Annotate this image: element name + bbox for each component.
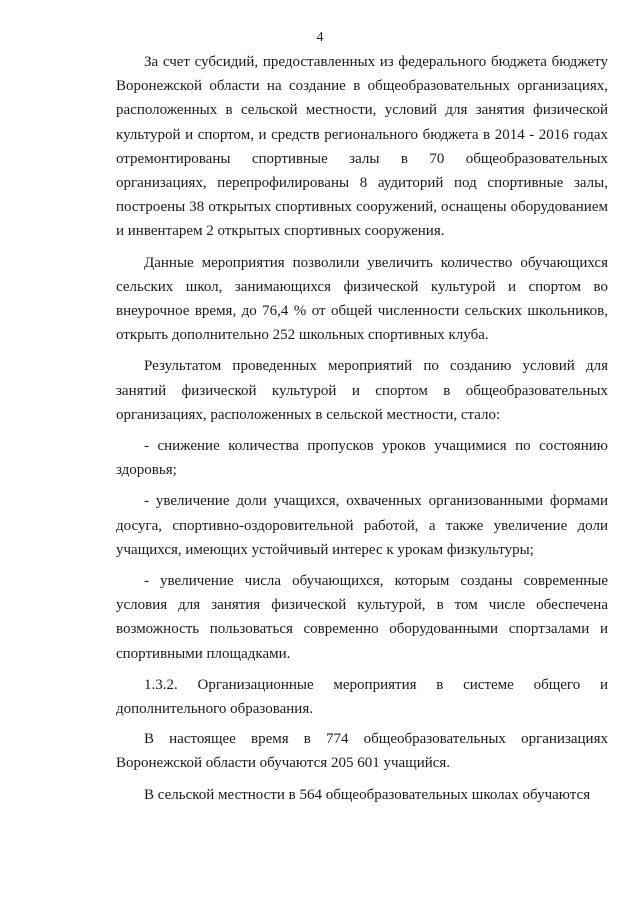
paragraph-rural-schools: В сельской местности в 564 общеобразовательных школах обучаются xyxy=(144,786,591,803)
list-item-reduction: - снижение количества пропусков уроков учащимися по состоянию здоровья; xyxy=(116,438,608,479)
paragraph-subsidies: За счет субсидий, предоставленных из федерального бюджета бюджету Воронежской области на создание в общеобразовательных организациях, расположенных в сельской местности, условий для занятия физической культурой и спортом, и средств регионального бюджета в 2014 - 2016 годах отремонтированы спортивные залы в 70 общеобразовательных организациях, перепрофилированы 8 аудиторий под спортивные залы, построены 38 открытых спортивных сооружений, оснащены оборудованием и инвентарем 2 открытых спортивных сооружения. xyxy=(116,54,608,240)
list-item-students-increase: - увеличение числа обучающихся, которым созданы современные условия для занятия физической культурой, в том числе обеспечена возможность пользоваться современно оборудованными спортзалами и спортивными площадками. xyxy=(116,573,608,662)
paragraph-student-count: В настоящее время в 774 общеобразовательных организациях Воронежской области обучаются 205 601 учащийся. xyxy=(116,731,608,772)
document-body xyxy=(116,50,608,814)
list-item-share-increase: - увеличение доли учащихся, охваченных организованными формами досуга, спортивно-оздоровительной работой, а также увеличение доли учащихся, имеющих устойчивый интерес к урокам физкультуры; xyxy=(116,493,608,558)
section-heading-1-3-2: 1.3.2. Организационные мероприятия в системе общего и дополнительного образования. xyxy=(116,676,608,718)
page-number: 4 xyxy=(316,30,324,45)
paragraph-measures-result: Данные мероприятия позволили увеличить количество обучающихся сельских школ, занимающихся физической культурой и спортом во внеурочное время, до 76,4 % от общей численности сельских школьников, открыть дополнительно 252 школьных спортивных клуба. xyxy=(116,254,608,344)
paragraph-results-intro: Результатом проведенных мероприятий по созданию условий для занятий физической культурой и спортом в общеобразовательных организациях, расположенных в сельской местности, стало: xyxy=(116,358,608,423)
